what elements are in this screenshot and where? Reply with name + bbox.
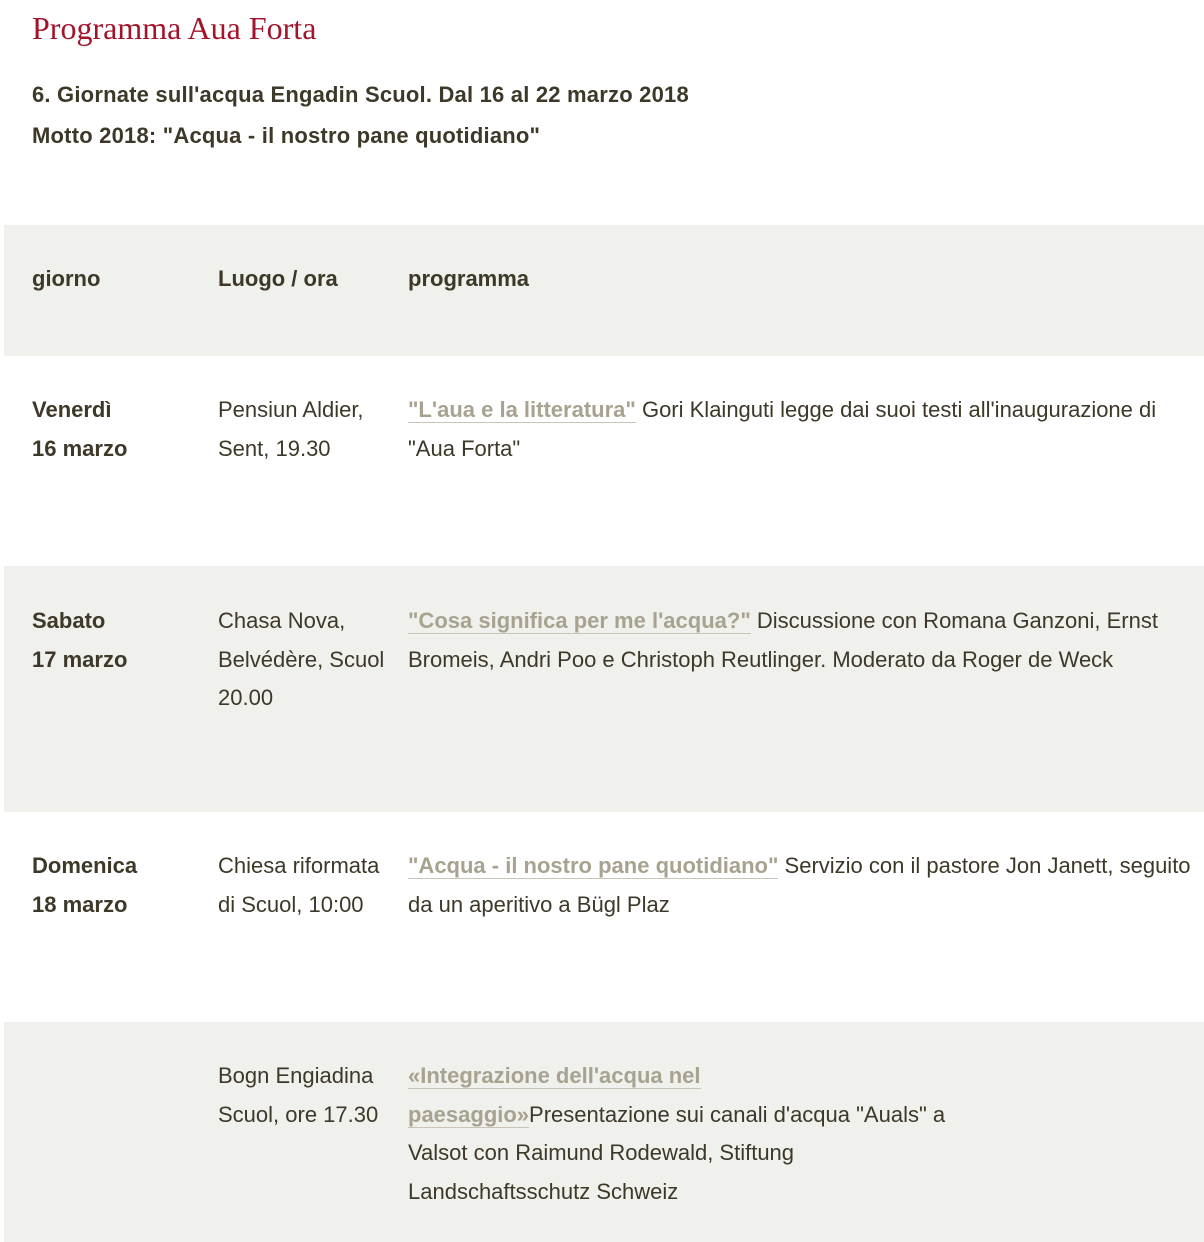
- day-cell: [4, 391, 218, 566]
- program-cell: [408, 602, 1204, 812]
- table-row: [4, 566, 1204, 812]
- day-date: 17 marzo: [32, 646, 128, 672]
- column-header-program: programma: [408, 266, 530, 291]
- event-link[interactable]: "L'aua e la litteratura": [408, 397, 636, 422]
- column-header-day: giorno: [32, 266, 101, 291]
- table-header-row: [4, 225, 1204, 356]
- day-name: Venerdì: [32, 397, 112, 422]
- motto-subtitle: Motto 2018: "Acqua - il nostro pane quotidiano": [32, 123, 541, 148]
- day-cell: [4, 1057, 218, 1242]
- event-description: Discussione con Romana Ganzoni, Ernst Bromeis, Andri Poo e Christoph Reutlinger. Moderato da Roger de Weck: [408, 608, 1158, 672]
- program-table: [4, 225, 1204, 1242]
- day-cell: [4, 602, 218, 812]
- table-row: [4, 1022, 1204, 1242]
- event-description: Gori Klainguti legge dai suoi testi all'inaugurazione di "Aua Forta": [408, 397, 1157, 461]
- table-row: [4, 812, 1204, 1022]
- event-link[interactable]: "Cosa significa per me l'acqua?": [408, 608, 751, 633]
- program-cell: [408, 391, 1204, 566]
- table-row: [4, 356, 1204, 566]
- place-cell: Chiesa riformata di Scuol, 10:00: [218, 853, 380, 917]
- day-name: Domenica: [32, 853, 138, 878]
- event-link[interactable]: «Integrazione dell'acqua nel paesaggio»: [408, 1063, 701, 1127]
- day-date: 16 marzo: [32, 435, 128, 461]
- event-description: Servizio con il pastore Jon Janett, seguito da un aperitivo a Bügl Plaz: [408, 853, 1191, 917]
- program-cell: [408, 1057, 968, 1242]
- event-link[interactable]: "Acqua - il nostro pane quotidiano": [408, 853, 779, 878]
- program-cell: [408, 847, 1204, 1022]
- column-header-place: Luogo / ora: [218, 266, 338, 291]
- event-subtitle: 6. Giornate sull'acqua Engadin Scuol. Dal 16 al 22 marzo 2018: [32, 82, 689, 107]
- day-name: Sabato: [32, 608, 106, 633]
- page-title: Programma Aua Forta: [32, 10, 317, 46]
- place-cell: Chasa Nova, Belvédère, Scuol 20.00: [218, 608, 385, 710]
- day-date: 18 marzo: [32, 891, 128, 917]
- place-cell: Bogn Engiadina Scuol, ore 17.30: [218, 1063, 379, 1127]
- event-description: Presentazione sui canali d'acqua "Auals" a Valsot con Raimund Rodewald, Stiftung Landschaftsschutz Schweiz: [408, 1101, 946, 1204]
- place-cell: Pensiun Aldier, Sent, 19.30: [218, 397, 364, 461]
- day-cell: [4, 847, 218, 1022]
